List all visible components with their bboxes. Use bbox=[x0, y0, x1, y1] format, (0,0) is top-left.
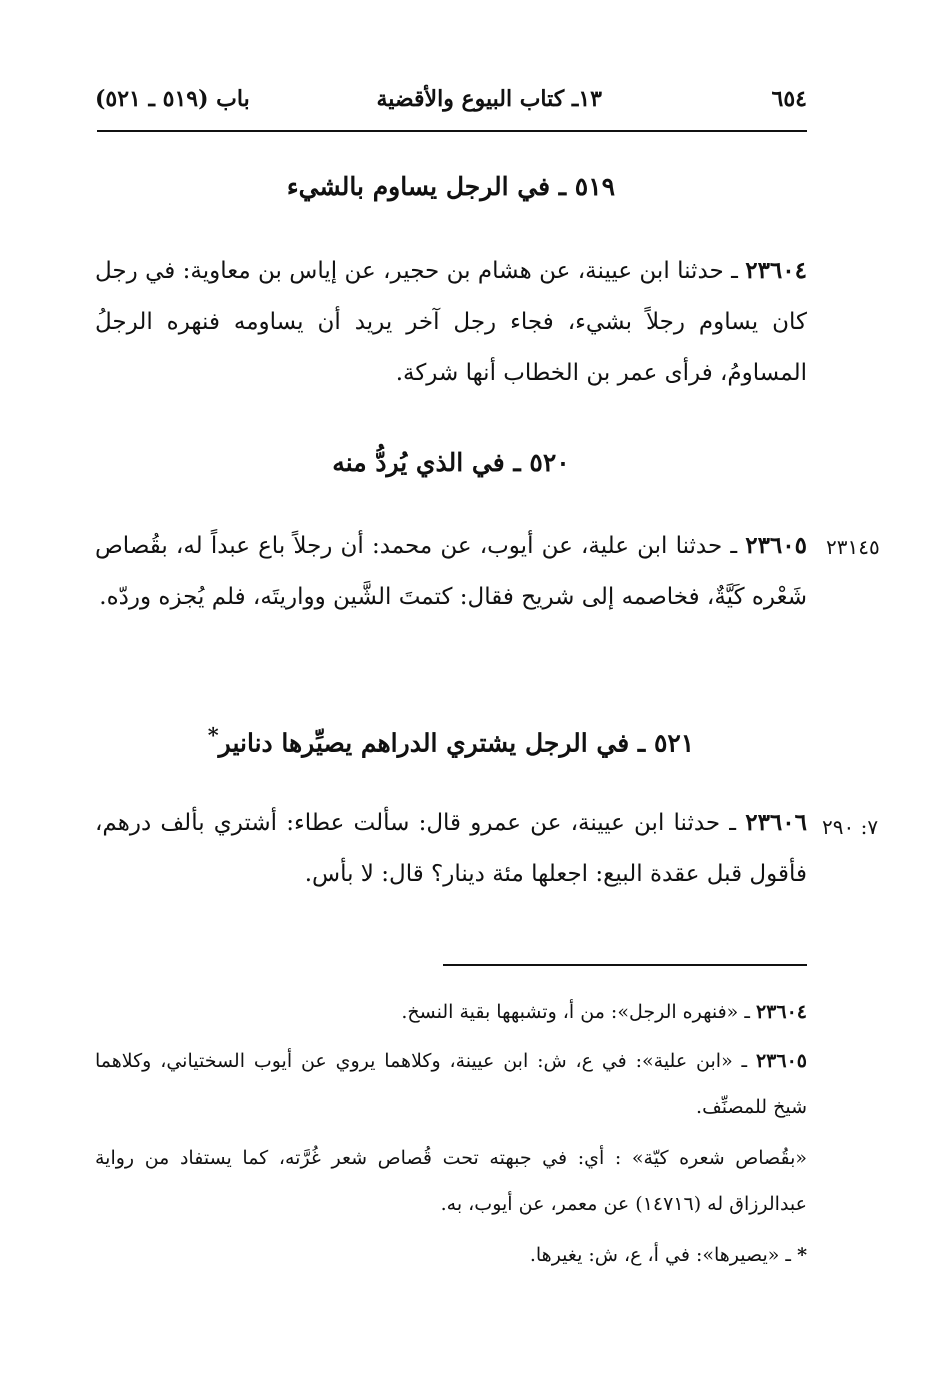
footnote-number: ٢٣٦٠٥ bbox=[755, 1050, 807, 1072]
footnote-text: «بقُصاص شعره كيّة» : أي: في جبهته تحت قُصاص شعر غُرَّته، كما يستفاد من رواية عبدالرزاق له (١٤٧١٦) عن معمر، عن أيوب، به. bbox=[95, 1147, 807, 1215]
margin-reference: ٢٣١٤٥ bbox=[826, 535, 880, 559]
footnote-number: ٢٣٦٠٤ bbox=[755, 1001, 807, 1023]
chapter-title bbox=[95, 722, 807, 757]
hadith-number: ٢٣٦٠٤ bbox=[745, 257, 807, 284]
hadith-text: ـ حدثنا ابن عيينة، عن عمرو قال: سألت عطاء: أشتري بألف درهم، فأقول قبل عقدة البيع: اجعلها مئة دينار؟ قال: لا بأس. bbox=[95, 810, 807, 887]
footnote bbox=[95, 1038, 807, 1130]
chapter-title bbox=[95, 172, 807, 201]
footnote-rule bbox=[443, 964, 807, 966]
hadith-text: ـ حدثنا ابن عيينة، عن هشام بن حجير، عن إياس بن معاوية: في رجل كان يساوم رجلاً بشيء، فجاء رجل آخر يريد أن يساومه فنهره الرجلُ المساومُ، فرأى عمر بن الخطاب أنها شركة. bbox=[95, 258, 807, 386]
hadith-number: ٢٣٦٠٦ bbox=[745, 809, 807, 836]
chapter-title-text: ٥١٩ ـ في الرجل يساوم بالشيء bbox=[286, 172, 616, 201]
hadith-paragraph bbox=[95, 520, 807, 623]
footnote bbox=[95, 989, 807, 1035]
hadith-paragraph bbox=[95, 797, 807, 900]
chapter-title-text: ٥٢٠ ـ في الذي يُردُّ منه bbox=[332, 448, 570, 477]
footnote-number: * bbox=[797, 1244, 807, 1266]
footnote-text: ـ «فنهره الرجل»: من أ، وتشبهها بقية النسخ. bbox=[401, 1001, 750, 1023]
footnote bbox=[95, 1135, 807, 1227]
footnote bbox=[95, 1232, 807, 1278]
chapter-title bbox=[95, 448, 807, 477]
footnote-text: ـ «ابن علية»: في ع، ش: ابن عيينة، وكلاهما يروي عن أيوب السختياني، وكلاهما شيخ للمصنِّف. bbox=[95, 1050, 807, 1118]
running-header bbox=[95, 82, 807, 122]
footnote-mark: * bbox=[207, 722, 219, 747]
page-number: ٦٥٤ bbox=[771, 86, 807, 112]
chapter-range: باب (٥١٩ ـ ٥٢١) bbox=[95, 86, 250, 112]
header-rule bbox=[97, 130, 807, 132]
chapter-title-text: ٥٢١ ـ في الرجل يشتري الدراهم يصيِّرها دنانير bbox=[218, 728, 695, 758]
hadith-text: ـ حدثنا ابن علية، عن أيوب، عن محمد: أن رجلاً باع عبداً له، بقُصاص شَعْره كَيَّةٌ، فخاصمه إلى شريح فقال: كتمتَ الشَّين وواريتَه، فلم يُجزه وردّه. bbox=[95, 533, 807, 610]
margin-reference: ٧: ٢٩٠ bbox=[822, 815, 879, 839]
book-title: ١٣ـ كتاب البيوع والأقضية bbox=[376, 86, 602, 112]
footnote-text: ـ «يصيرها»: في أ، ع، ش: يغيرها. bbox=[529, 1244, 792, 1266]
hadith-number: ٢٣٦٠٥ bbox=[745, 532, 807, 559]
hadith-paragraph bbox=[95, 245, 807, 399]
